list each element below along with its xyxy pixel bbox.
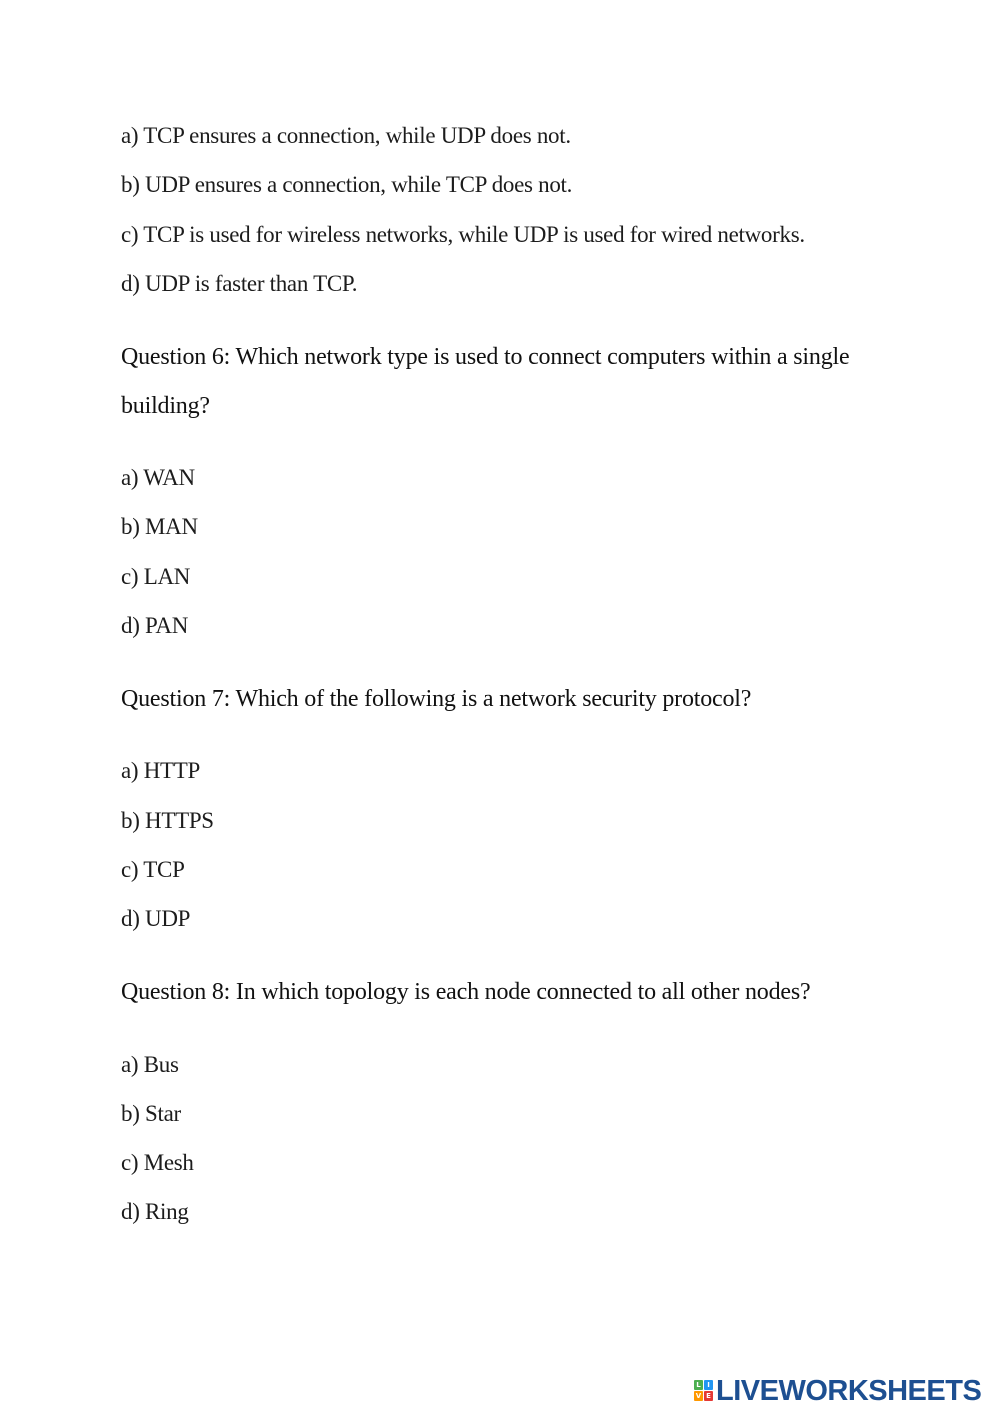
q7-option-c: c) TCP bbox=[121, 857, 185, 882]
q8-option-a: a) Bus bbox=[121, 1052, 179, 1077]
logo-letter-v: V bbox=[695, 1392, 702, 1400]
q6-option-b: b) MAN bbox=[121, 514, 198, 539]
q6-question-line1: Question 6: Which network type is used to connect computers within a single bbox=[121, 344, 850, 370]
logo-letter-e: E bbox=[704, 1391, 713, 1401]
q8-option-d: d) Ring bbox=[121, 1199, 189, 1224]
q6-option-a: a) WAN bbox=[121, 465, 195, 490]
q5-option-b: b) UDP ensures a connection, while TCP does not. bbox=[121, 172, 573, 197]
liveworksheets-mark-icon bbox=[694, 1380, 714, 1402]
logo-letter-l: L bbox=[694, 1380, 703, 1390]
q5-option-a: a) TCP ensures a connection, while UDP does not. bbox=[121, 123, 571, 148]
q8-option-b: b) Star bbox=[121, 1101, 181, 1126]
q5-option-c: c) TCP is used for wireless networks, while UDP is used for wired networks. bbox=[121, 222, 805, 247]
q8-question: Question 8: In which topology is each node connected to all other nodes? bbox=[121, 979, 811, 1005]
q8-option-c: c) Mesh bbox=[121, 1150, 194, 1175]
q7-option-d: d) UDP bbox=[121, 906, 191, 931]
q7-question: Question 7: Which of the following is a network security protocol? bbox=[121, 686, 752, 712]
q7-option-b: b) HTTPS bbox=[121, 808, 214, 833]
logo-letter-i: I bbox=[704, 1380, 713, 1390]
liveworksheets-logo[interactable] bbox=[694, 1376, 981, 1406]
q7-option-a: a) HTTP bbox=[121, 758, 201, 783]
liveworksheets-wordmark: LIVEWORKSHEETS bbox=[716, 1375, 982, 1407]
q5-option-d: d) UDP is faster than TCP. bbox=[121, 271, 358, 296]
q6-option-c: c) LAN bbox=[121, 564, 191, 589]
q6-option-d: d) PAN bbox=[121, 613, 189, 638]
q6-question-line2: building? bbox=[121, 393, 210, 419]
